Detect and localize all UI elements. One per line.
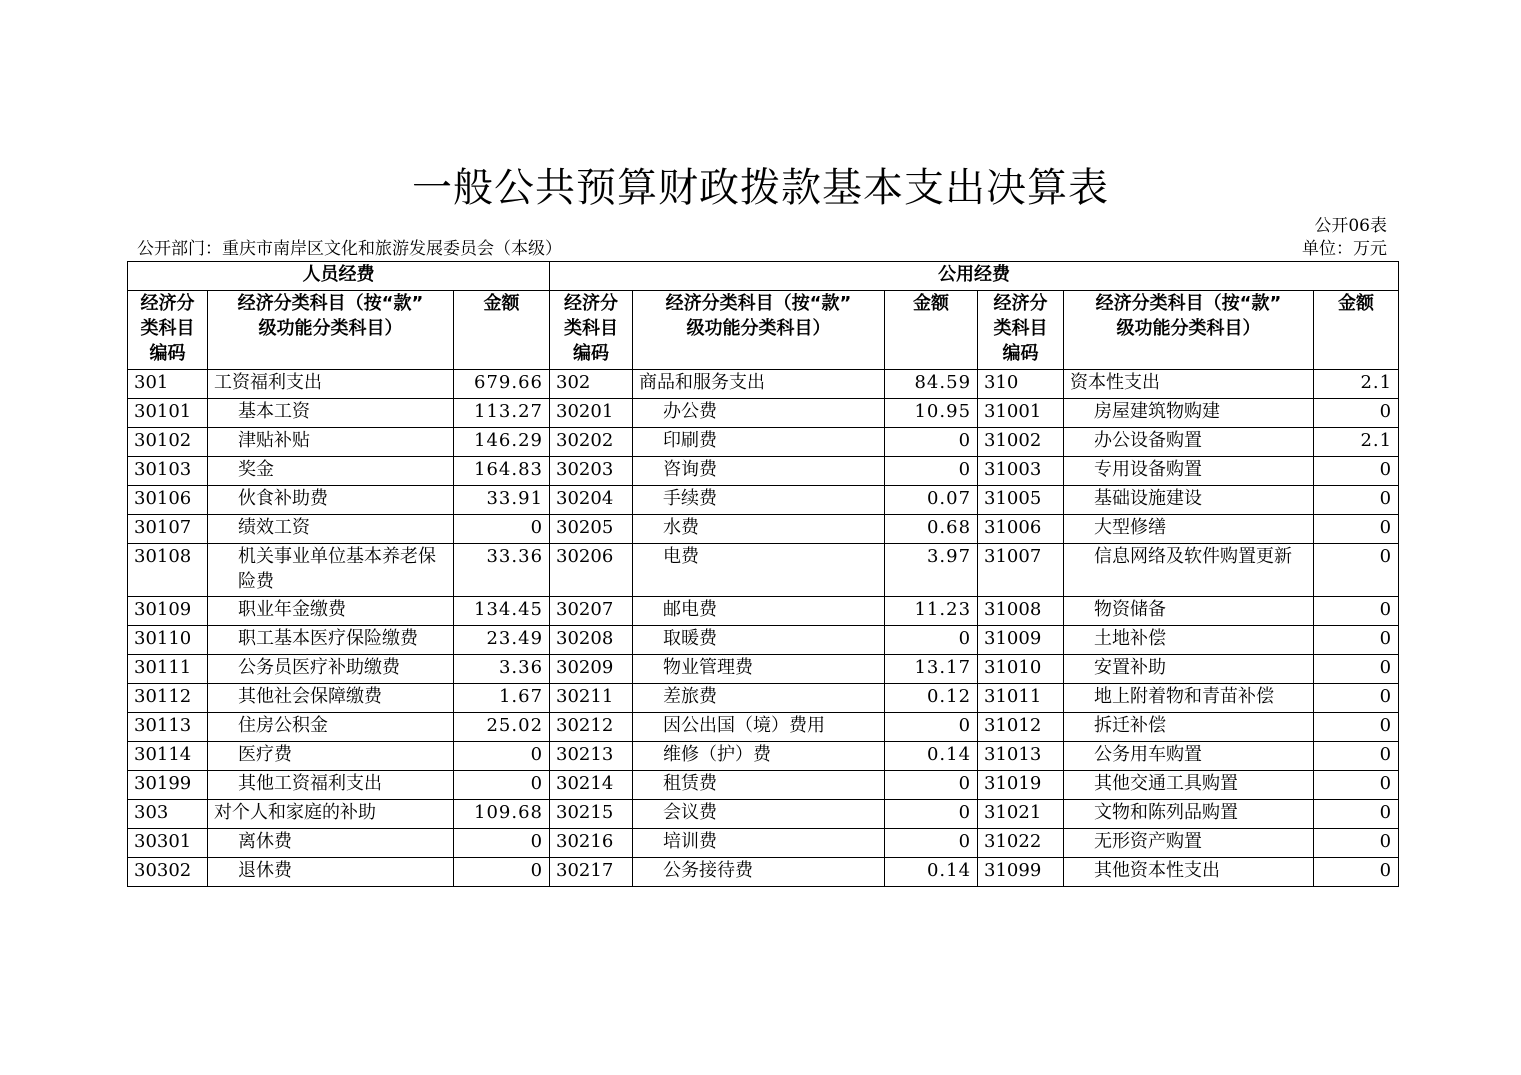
economic-code-cell: 31006 bbox=[978, 515, 1064, 544]
economic-category-cell: 咨询费 bbox=[633, 457, 885, 486]
economic-code-cell: 30212 bbox=[550, 713, 633, 742]
amount-cell: 0 bbox=[1314, 544, 1399, 597]
economic-code-cell: 31099 bbox=[978, 858, 1064, 887]
economic-category-cell: 培训费 bbox=[633, 829, 885, 858]
economic-code-cell: 30113 bbox=[128, 713, 208, 742]
table-row bbox=[128, 399, 1399, 428]
economic-category-cell: 医疗费 bbox=[208, 742, 454, 771]
economic-category-cell: 退休费 bbox=[208, 858, 454, 887]
economic-code-cell: 31010 bbox=[978, 655, 1064, 684]
table-row bbox=[128, 370, 1399, 399]
amount-cell: 0 bbox=[885, 829, 978, 858]
table-row bbox=[128, 713, 1399, 742]
economic-category-cell: 专用设备购置 bbox=[1064, 457, 1314, 486]
amount-cell: 0 bbox=[454, 858, 550, 887]
personnel-header: 人员经费 bbox=[128, 262, 550, 291]
amount-cell: 3.97 bbox=[885, 544, 978, 597]
economic-category-cell: 会议费 bbox=[633, 800, 885, 829]
economic-category-cell: 伙食补助费 bbox=[208, 486, 454, 515]
economic-code-cell: 30204 bbox=[550, 486, 633, 515]
table-row bbox=[128, 858, 1399, 887]
amount-cell: 84.59 bbox=[885, 370, 978, 399]
economic-code-cell: 30301 bbox=[128, 829, 208, 858]
economic-code-cell: 30109 bbox=[128, 597, 208, 626]
economic-code-cell: 31019 bbox=[978, 771, 1064, 800]
amount-cell: 0.14 bbox=[885, 858, 978, 887]
amount-cell: 11.23 bbox=[885, 597, 978, 626]
economic-category-cell: 差旅费 bbox=[633, 684, 885, 713]
group-header-row bbox=[128, 262, 1399, 291]
economic-category-cell: 基本工资 bbox=[208, 399, 454, 428]
table-body bbox=[128, 370, 1399, 887]
economic-category-cell: 因公出国（境）费用 bbox=[633, 713, 885, 742]
economic-category-cell: 物资储备 bbox=[1064, 597, 1314, 626]
economic-code-cell: 31021 bbox=[978, 800, 1064, 829]
economic-code-cell: 30107 bbox=[128, 515, 208, 544]
economic-category-cell: 邮电费 bbox=[633, 597, 885, 626]
economic-code-cell: 31001 bbox=[978, 399, 1064, 428]
economic-code-cell: 31008 bbox=[978, 597, 1064, 626]
economic-category-cell: 其他社会保障缴费 bbox=[208, 684, 454, 713]
economic-category-cell: 办公费 bbox=[633, 399, 885, 428]
table-row bbox=[128, 742, 1399, 771]
code-header: 经济分 类科目 编码 bbox=[978, 291, 1064, 370]
amount-cell: 2.1 bbox=[1314, 428, 1399, 457]
economic-category-cell: 办公设备购置 bbox=[1064, 428, 1314, 457]
amount-cell: 0 bbox=[1314, 626, 1399, 655]
economic-category-cell: 土地补偿 bbox=[1064, 626, 1314, 655]
amount-cell: 0 bbox=[885, 771, 978, 800]
amount-cell: 0 bbox=[1314, 742, 1399, 771]
economic-code-cell: 30211 bbox=[550, 684, 633, 713]
department-label: 公开部门：重庆市南岸区文化和旅游发展委员会（本级） bbox=[137, 239, 562, 259]
economic-category-cell: 津贴补贴 bbox=[208, 428, 454, 457]
amount-cell: 0.12 bbox=[885, 684, 978, 713]
economic-code-cell: 31009 bbox=[978, 626, 1064, 655]
table-row bbox=[128, 544, 1399, 597]
economic-code-cell: 31013 bbox=[978, 742, 1064, 771]
amount-cell: 3.36 bbox=[454, 655, 550, 684]
name-header: 经济分类科目（按“款” 级功能分类科目） bbox=[208, 291, 454, 370]
amount-cell: 0 bbox=[1314, 829, 1399, 858]
economic-code-cell: 30215 bbox=[550, 800, 633, 829]
economic-category-cell: 公务接待费 bbox=[633, 858, 885, 887]
public-header: 公用经费 bbox=[550, 262, 1399, 291]
name-header: 经济分类科目（按“款” 级功能分类科目） bbox=[633, 291, 885, 370]
table-row bbox=[128, 597, 1399, 626]
amount-cell: 0 bbox=[1314, 597, 1399, 626]
economic-category-cell: 基础设施建设 bbox=[1064, 486, 1314, 515]
table-row bbox=[128, 457, 1399, 486]
economic-category-cell: 奖金 bbox=[208, 457, 454, 486]
page-title: 一般公共预算财政拨款基本支出决算表 bbox=[412, 165, 1109, 211]
code-header: 经济分 类科目 编码 bbox=[128, 291, 208, 370]
amount-header: 金额 bbox=[885, 291, 978, 370]
economic-category-cell: 维修（护）费 bbox=[633, 742, 885, 771]
economic-code-cell: 30216 bbox=[550, 829, 633, 858]
economic-category-cell: 信息网络及软件购置更新 bbox=[1064, 544, 1314, 597]
economic-code-cell: 302 bbox=[550, 370, 633, 399]
economic-code-cell: 30217 bbox=[550, 858, 633, 887]
amount-cell: 0 bbox=[885, 626, 978, 655]
amount-cell: 0 bbox=[1314, 457, 1399, 486]
economic-category-cell: 印刷费 bbox=[633, 428, 885, 457]
economic-code-cell: 31012 bbox=[978, 713, 1064, 742]
economic-category-cell: 离休费 bbox=[208, 829, 454, 858]
economic-code-cell: 30209 bbox=[550, 655, 633, 684]
economic-code-cell: 30111 bbox=[128, 655, 208, 684]
economic-category-cell: 拆迁补偿 bbox=[1064, 713, 1314, 742]
amount-cell: 0 bbox=[1314, 800, 1399, 829]
amount-cell: 23.49 bbox=[454, 626, 550, 655]
economic-category-cell: 职业年金缴费 bbox=[208, 597, 454, 626]
amount-cell: 164.83 bbox=[454, 457, 550, 486]
amount-cell: 0 bbox=[1314, 515, 1399, 544]
economic-code-cell: 301 bbox=[128, 370, 208, 399]
amount-cell: 1.67 bbox=[454, 684, 550, 713]
economic-code-cell: 30213 bbox=[550, 742, 633, 771]
economic-category-cell: 其他工资福利支出 bbox=[208, 771, 454, 800]
economic-code-cell: 303 bbox=[128, 800, 208, 829]
amount-cell: 0 bbox=[454, 829, 550, 858]
amount-cell: 679.66 bbox=[454, 370, 550, 399]
economic-code-cell: 30102 bbox=[128, 428, 208, 457]
amount-cell: 0.14 bbox=[885, 742, 978, 771]
economic-category-cell: 商品和服务支出 bbox=[633, 370, 885, 399]
amount-cell: 0 bbox=[885, 428, 978, 457]
economic-code-cell: 31002 bbox=[978, 428, 1064, 457]
code-header: 经济分 类科目 编码 bbox=[550, 291, 633, 370]
economic-code-cell: 30208 bbox=[550, 626, 633, 655]
economic-code-cell: 30103 bbox=[128, 457, 208, 486]
table-row bbox=[128, 626, 1399, 655]
economic-category-cell: 对个人和家庭的补助 bbox=[208, 800, 454, 829]
economic-code-cell: 30101 bbox=[128, 399, 208, 428]
amount-header: 金额 bbox=[1314, 291, 1399, 370]
amount-cell: 10.95 bbox=[885, 399, 978, 428]
unit-label: 单位：万元 bbox=[1302, 239, 1387, 259]
economic-category-cell: 大型修缮 bbox=[1064, 515, 1314, 544]
economic-category-cell: 公务员医疗补助缴费 bbox=[208, 655, 454, 684]
economic-category-cell: 公务用车购置 bbox=[1064, 742, 1314, 771]
amount-cell: 0 bbox=[885, 713, 978, 742]
economic-code-cell: 31007 bbox=[978, 544, 1064, 597]
table-row bbox=[128, 829, 1399, 858]
economic-category-cell: 住房公积金 bbox=[208, 713, 454, 742]
amount-cell: 0 bbox=[1314, 655, 1399, 684]
amount-cell: 33.91 bbox=[454, 486, 550, 515]
economic-code-cell: 31003 bbox=[978, 457, 1064, 486]
table-row bbox=[128, 771, 1399, 800]
amount-cell: 146.29 bbox=[454, 428, 550, 457]
economic-code-cell: 31022 bbox=[978, 829, 1064, 858]
economic-category-cell: 其他资本性支出 bbox=[1064, 858, 1314, 887]
amount-cell: 109.68 bbox=[454, 800, 550, 829]
name-header: 经济分类科目（按“款” 级功能分类科目） bbox=[1064, 291, 1314, 370]
economic-code-cell: 30108 bbox=[128, 544, 208, 597]
economic-code-cell: 30205 bbox=[550, 515, 633, 544]
economic-code-cell: 30202 bbox=[550, 428, 633, 457]
amount-cell: 25.02 bbox=[454, 713, 550, 742]
economic-code-cell: 310 bbox=[978, 370, 1064, 399]
table-row bbox=[128, 515, 1399, 544]
economic-category-cell: 机关事业单位基本养老保险费 bbox=[208, 544, 454, 597]
amount-header: 金额 bbox=[454, 291, 550, 370]
amount-cell: 0 bbox=[1314, 858, 1399, 887]
amount-cell: 0 bbox=[1314, 713, 1399, 742]
amount-cell: 0 bbox=[454, 771, 550, 800]
amount-cell: 0 bbox=[454, 742, 550, 771]
expenditure-table bbox=[127, 261, 1399, 887]
amount-cell: 134.45 bbox=[454, 597, 550, 626]
amount-cell: 0 bbox=[885, 800, 978, 829]
amount-cell: 0 bbox=[1314, 771, 1399, 800]
table-row bbox=[128, 428, 1399, 457]
economic-category-cell: 租赁费 bbox=[633, 771, 885, 800]
economic-category-cell: 绩效工资 bbox=[208, 515, 454, 544]
economic-category-cell: 物业管理费 bbox=[633, 655, 885, 684]
economic-category-cell: 房屋建筑物购建 bbox=[1064, 399, 1314, 428]
amount-cell: 33.36 bbox=[454, 544, 550, 597]
economic-code-cell: 30110 bbox=[128, 626, 208, 655]
economic-category-cell: 职工基本医疗保险缴费 bbox=[208, 626, 454, 655]
economic-code-cell: 30207 bbox=[550, 597, 633, 626]
economic-code-cell: 30199 bbox=[128, 771, 208, 800]
economic-category-cell: 手续费 bbox=[633, 486, 885, 515]
table-row bbox=[128, 684, 1399, 713]
economic-category-cell: 地上附着物和青苗补偿 bbox=[1064, 684, 1314, 713]
economic-category-cell: 安置补助 bbox=[1064, 655, 1314, 684]
economic-category-cell: 无形资产购置 bbox=[1064, 829, 1314, 858]
economic-code-cell: 30214 bbox=[550, 771, 633, 800]
table-row bbox=[128, 655, 1399, 684]
column-header-row bbox=[128, 291, 1399, 370]
economic-category-cell: 其他交通工具购置 bbox=[1064, 771, 1314, 800]
economic-category-cell: 水费 bbox=[633, 515, 885, 544]
amount-cell: 0 bbox=[1314, 486, 1399, 515]
economic-code-cell: 30206 bbox=[550, 544, 633, 597]
amount-cell: 0 bbox=[1314, 399, 1399, 428]
amount-cell: 0.07 bbox=[885, 486, 978, 515]
economic-code-cell: 30203 bbox=[550, 457, 633, 486]
amount-cell: 2.1 bbox=[1314, 370, 1399, 399]
economic-category-cell: 取暖费 bbox=[633, 626, 885, 655]
amount-cell: 0 bbox=[1314, 684, 1399, 713]
amount-cell: 0 bbox=[454, 515, 550, 544]
economic-code-cell: 30201 bbox=[550, 399, 633, 428]
table-row bbox=[128, 486, 1399, 515]
economic-category-cell: 资本性支出 bbox=[1064, 370, 1314, 399]
amount-cell: 0 bbox=[885, 457, 978, 486]
amount-cell: 0.68 bbox=[885, 515, 978, 544]
amount-cell: 113.27 bbox=[454, 399, 550, 428]
table-row bbox=[128, 800, 1399, 829]
economic-code-cell: 30112 bbox=[128, 684, 208, 713]
amount-cell: 13.17 bbox=[885, 655, 978, 684]
economic-category-cell: 文物和陈列品购置 bbox=[1064, 800, 1314, 829]
economic-code-cell: 30106 bbox=[128, 486, 208, 515]
economic-code-cell: 31011 bbox=[978, 684, 1064, 713]
economic-category-cell: 电费 bbox=[633, 544, 885, 597]
economic-code-cell: 30302 bbox=[128, 858, 208, 887]
table-number: 公开06表 bbox=[1314, 216, 1387, 236]
economic-code-cell: 30114 bbox=[128, 742, 208, 771]
economic-code-cell: 31005 bbox=[978, 486, 1064, 515]
economic-category-cell: 工资福利支出 bbox=[208, 370, 454, 399]
